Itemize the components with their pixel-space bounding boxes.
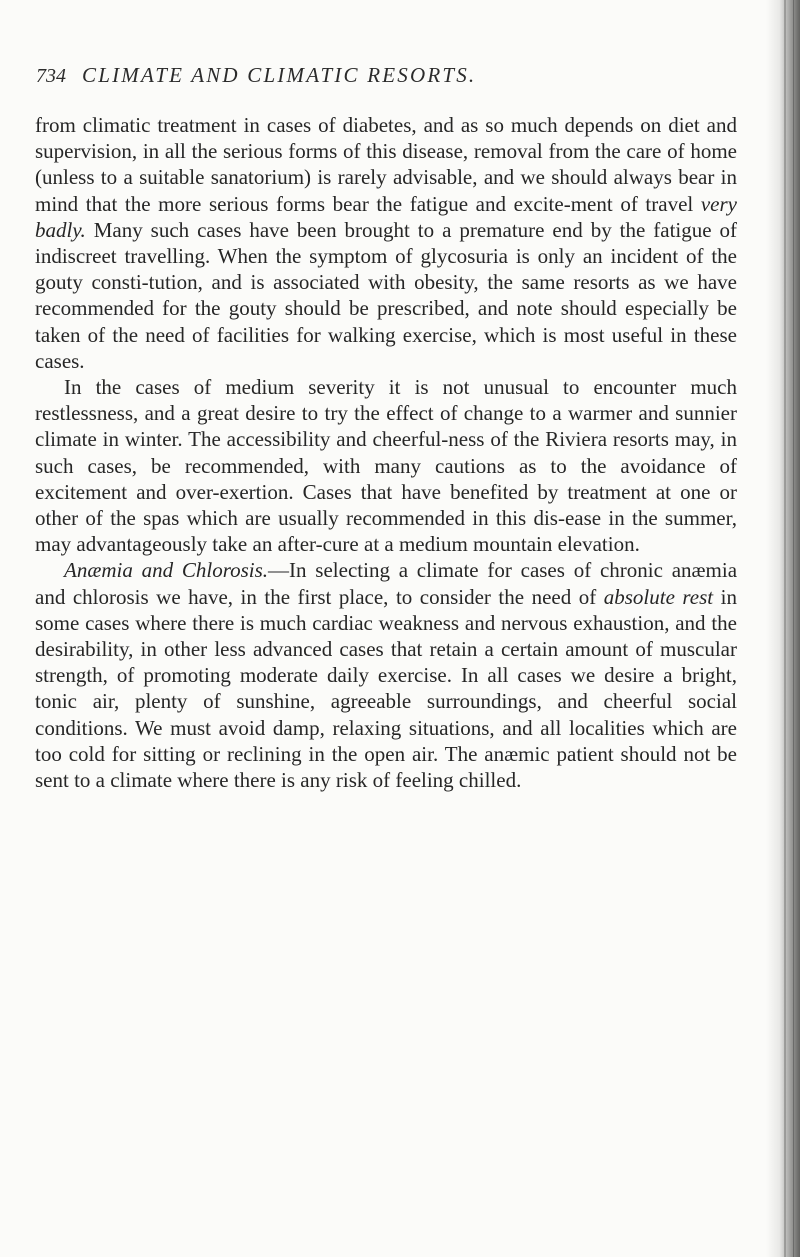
paragraph-anaemia [35,557,737,793]
emphasis-text: absolute rest [603,584,714,609]
paragraph-diabetes [35,112,737,374]
body-text [35,112,737,793]
page-edge-line [784,0,786,1257]
paragraph-text: In the cases of medium severity it is not unusual to encounter much restlessness, and a great desire to try the effect of change to a warmer and sunnier climate in winter. The accessibility and cheerful-ness of the Riviera resorts may, in such cases, be recommended, with many cautions as to the avoidance of excitement and over-exertion. Cases that have benefited by treatment at one or other of the spas which are usually recommended in this dis-ease in the summer, may advantageously take an after-cure at a medium mountain elevation. [35,375,737,557]
section-heading: Anæmia and Chlorosis. [64,558,269,583]
paragraph-text: Many such cases have been brought to a premature end by the fatigue of indiscreet travelling. When the symptom of glycosuria is only an incident of the gouty consti-tution, and is associated with obesity, the same resorts as we have recommended for the gouty should be prescribed, and note should especially be taken of the need of facilities for walking exercise, which is most useful in these cases. [35,217,737,373]
page-edge-line-outer [793,0,794,1257]
emphasis-text: very badly. [35,191,737,242]
page-number: 734 [36,65,66,87]
page-header [36,63,736,93]
page-edge-shadow [766,0,800,1257]
paragraph-text: —In selecting a climate for cases of chronic anæmia and chlorosis we have, in the first place, to consider the need of [35,558,738,609]
paragraph-text: in some cases where there is much cardiac weakness and nervous exhaustion, and the desirability, in other less advanced cases that retain a certain amount of muscular strength, of promoting moderate daily exercise. In all cases we desire a bright, tonic air, plenty of sunshine, agreeable surroundings, and cheerful social conditions. We must avoid damp, relaxing situations, and all localities which are too cold for sitting or reclining in the open air. The anæmic patient should not be sent to a climate where there is any risk of feeling chilled. [35,584,737,793]
paragraph-text: from climatic treatment in cases of diabetes, and as so much depends on diet and supervision, in all the serious forms of this disease, removal from the care of home (unless to a suitable sanatorium) is rarely advisable, and we should always bear in mind that the more serious forms bear the fatigue and excite-ment of travel [35,113,737,216]
running-title: CLIMATE AND CLIMATIC RESORTS. [82,63,477,87]
paragraph-medium-severity [35,374,737,557]
